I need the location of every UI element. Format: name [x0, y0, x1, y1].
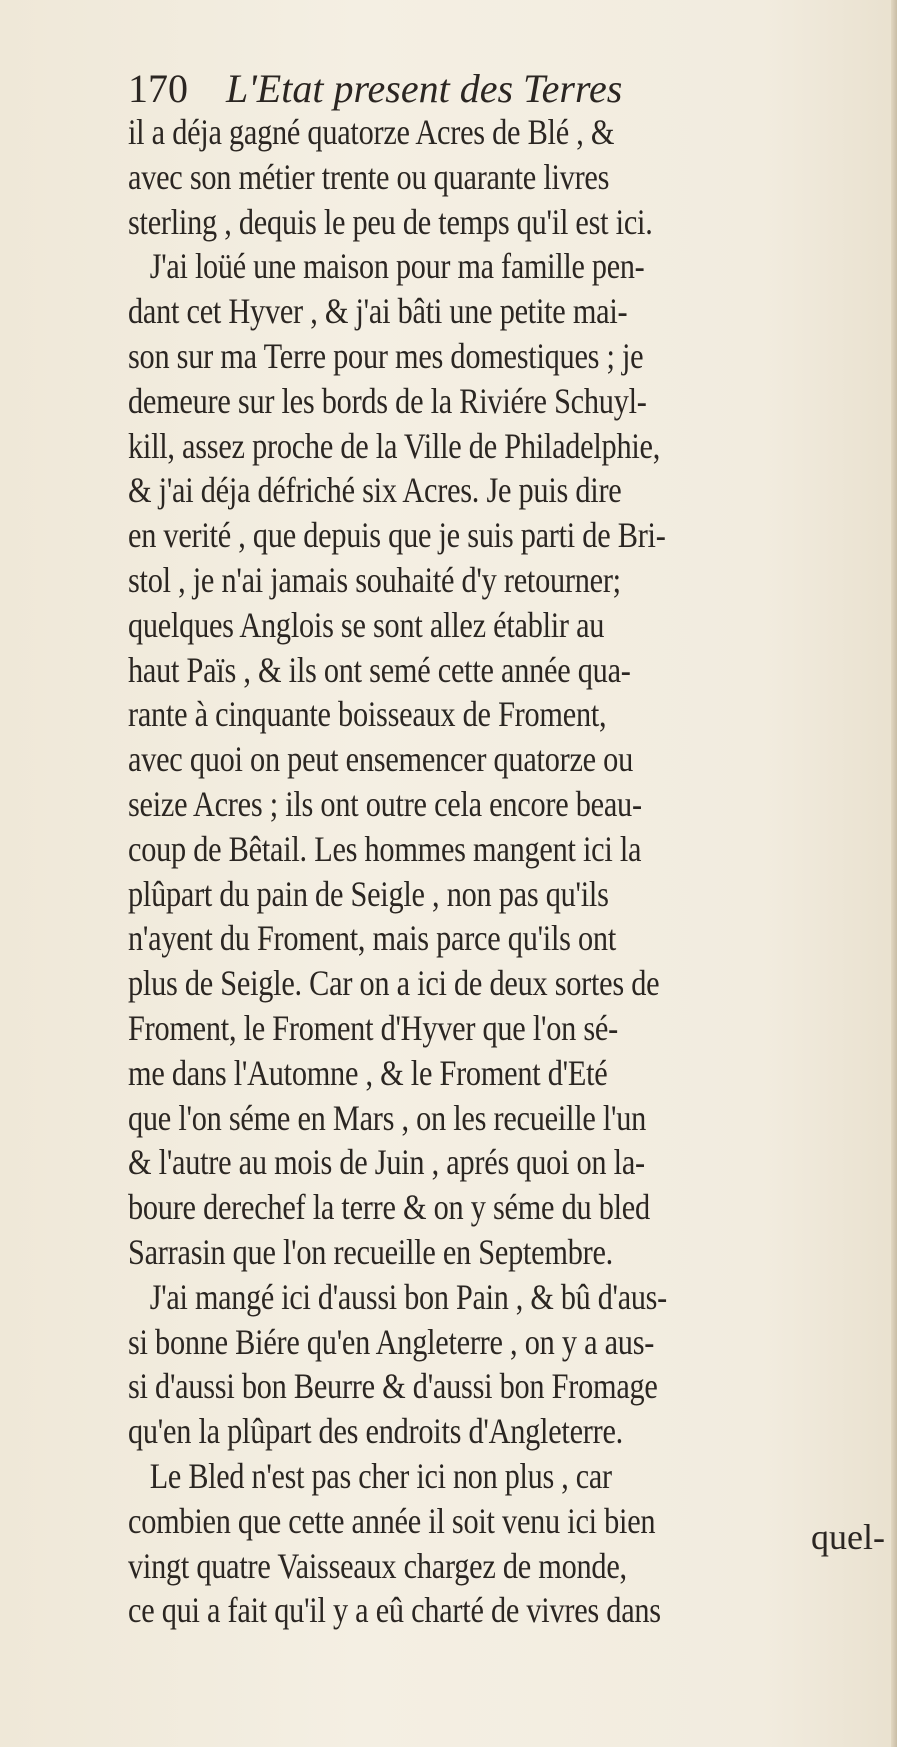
page-number: 170 [128, 66, 188, 111]
text-line: & j'ai déja défriché six Acres. Je puis dire [128, 470, 622, 511]
text-line: ce qui a fait qu'il y a eû charté de vivres dans [128, 1590, 661, 1631]
text-line: me dans l'Automne , & le Froment d'Eté [128, 1052, 608, 1093]
text-line: avec quoi on peut ensemencer quatorze ou [128, 739, 633, 780]
running-title: L'Etat present des Terres [226, 66, 623, 111]
text-line: sterling , dequis le peu de temps qu'il est ici. [128, 201, 653, 242]
text-line: combien que cette année il soit venu ici bien [128, 1500, 656, 1541]
text-line: Sarrasin que l'on recueille en Septembre. [128, 1231, 613, 1272]
text-line: seize Acres ; ils ont outre cela encore beau- [128, 783, 642, 824]
page-edge [891, 0, 897, 1747]
text-line: qu'en la plûpart des endroits d'Angleterre. [128, 1411, 624, 1452]
text-line: rante à cinquante boisseaux de Froment, [128, 694, 607, 735]
text-line: avec son métier trente ou quarante livres [128, 156, 610, 197]
text-line: coup de Bêtail. Les hommes mangent ici la [128, 828, 642, 869]
text-line: J'ai mangé ici d'aussi bon Pain , & bû d'aus- [149, 1276, 667, 1317]
catchword: quel- [811, 1517, 885, 1557]
text-line: si bonne Biére qu'en Angleterre , on y a aus- [128, 1321, 655, 1362]
text-line: plûpart du pain de Seigle , non pas qu'ils [128, 873, 609, 914]
text-line: J'ai loüé une maison pour ma famille pen- [149, 246, 645, 287]
text-line: boure derechef la terre & on y séme du bled [128, 1187, 650, 1228]
text-line: quelques Anglois se sont allez établir au [128, 604, 605, 645]
text-line: en verité , que depuis que je suis parti de Bri- [128, 515, 666, 556]
text-line: si d'aussi bon Beurre & d'aussi bon Fromage [128, 1366, 658, 1407]
text-line: kill, assez proche de la Ville de Philadelphie, [128, 425, 661, 466]
text-line: Froment, le Froment d'Hyver que l'on sé- [128, 1007, 618, 1048]
text-line: vingt quatre Vaisseaux chargez de monde, [128, 1545, 627, 1586]
text-line: plus de Seigle. Car on a ici de deux sortes de [128, 963, 660, 1004]
text-line: & l'autre au mois de Juin , aprés quoi on la- [128, 1142, 645, 1183]
text-line: haut Païs , & ils ont semé cette année qua- [128, 649, 631, 690]
text-line: son sur ma Terre pour mes domestiques ; je [128, 335, 644, 376]
running-head [128, 64, 788, 114]
text-line: n'ayent du Froment, mais parce qu'ils ont [128, 918, 616, 959]
text-line: dant cet Hyver , & j'ai bâti une petite mai- [128, 291, 628, 332]
text-line: il a déja gagné quatorze Acres de Blé , & [128, 112, 615, 152]
text-line: demeure sur les bords de la Riviére Schuyl- [128, 380, 647, 421]
text-line: Le Bled n'est pas cher ici non plus , car [149, 1455, 612, 1496]
body-text [128, 110, 888, 1633]
text-line: stol , je n'ai jamais souhaité d'y retourner; [128, 559, 621, 600]
text-line: que l'on séme en Mars , on les recueille l'un [128, 1097, 647, 1138]
